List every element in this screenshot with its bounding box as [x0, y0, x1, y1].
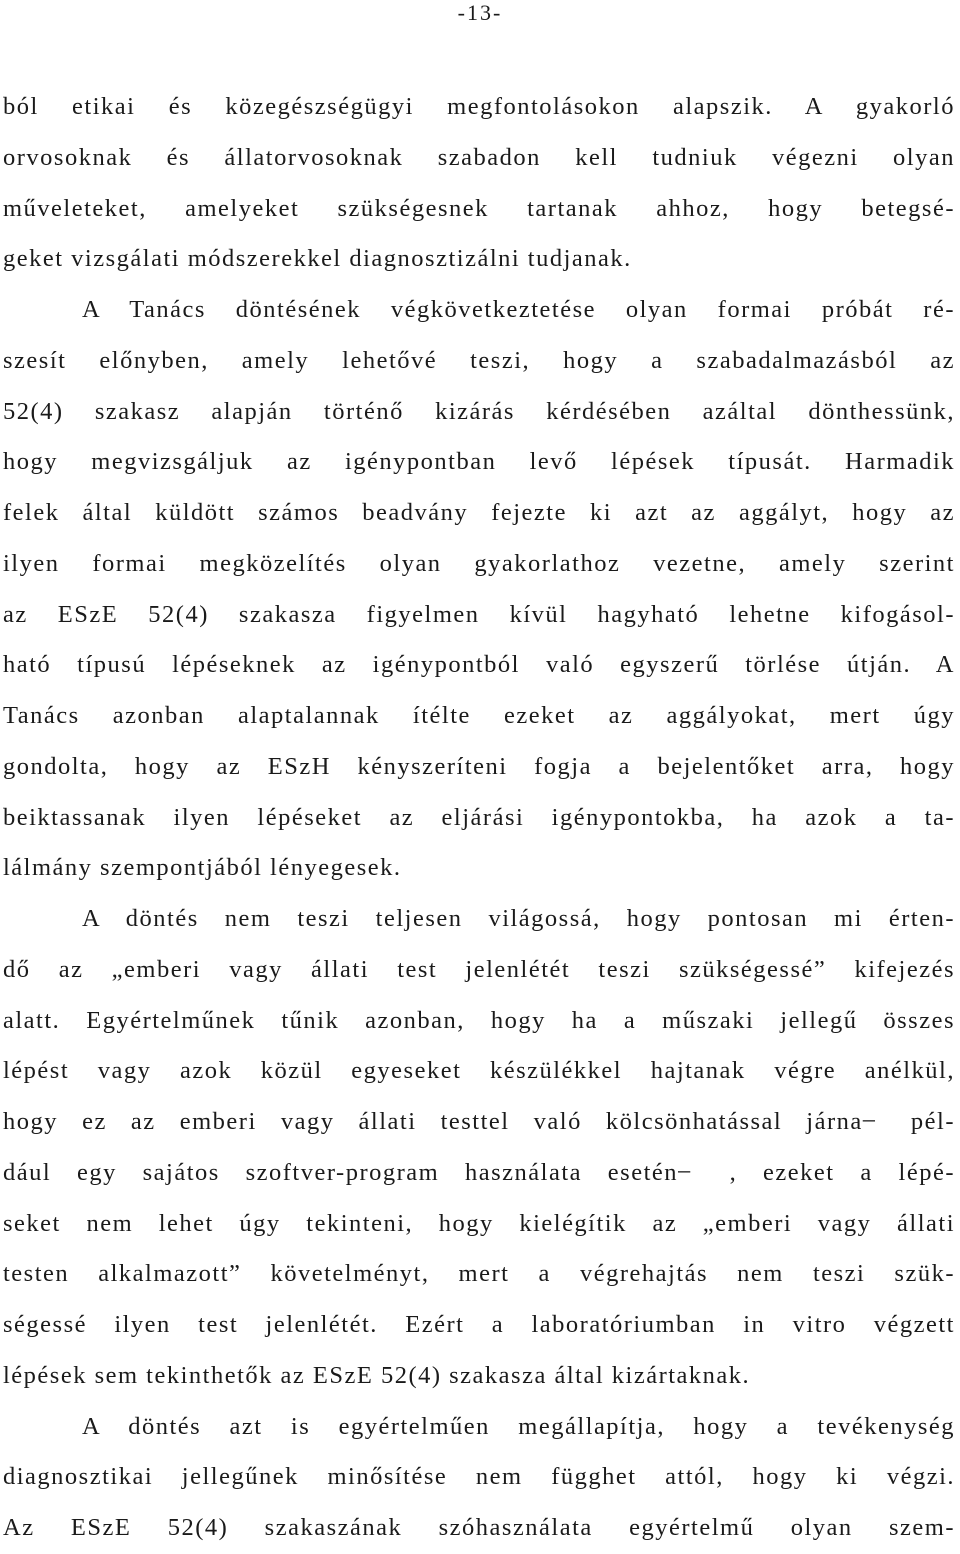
text-line: diagnosztikai jellegűnek minősítése nem függhet attól, hogy ki végzi. [3, 1463, 955, 1491]
text-line: lépést vagy azok közül egyeseket készülékkel hajtanak végre anélkül, [3, 1057, 955, 1085]
text-line: A Tanács döntésének végkövetkeztetése olyan formai próbát ré- [82, 296, 955, 323]
text-line: 52(4) szakasz alapján történő kizárás kérdésében azáltal dönthessünk, [3, 397, 955, 425]
text-line: az ESzE 52(4) szakasza figyelmen kívül hagyható lehetne kifogásol- [3, 600, 955, 628]
text-line: dő az „emberi vagy állati test jelenlétét teszi szükségessé” kifejezés [3, 955, 955, 983]
text-line: geket vizsgálati módszerekkel diagnosztizálni tudjanak. [3, 245, 632, 273]
text-line: dául egy sajátos szoftver-program használata esetén ̶ , ezeket a lépé- [3, 1158, 955, 1186]
text-line: hogy megvizsgáljuk az igénypontban levő lépések típusát. Harmadik [3, 448, 955, 476]
text-line: ható típusú lépéseknek az igénypontból való egyszerű törlése útján. A [3, 651, 955, 679]
page-number: -13- [457, 0, 503, 25]
text-line: Tanács azonban alaptalannak ítélte ezeket az aggályokat, mert úgy [3, 702, 955, 729]
text-line: lálmány szempontjából lényegesek. [3, 854, 402, 882]
text-line: A döntés nem teszi teljesen világossá, hogy pontosan mi érten- [82, 905, 955, 932]
text-line: beiktassanak ilyen lépéseket az eljárási igénypontokba, ha azok a ta- [3, 803, 955, 831]
text-line: ilyen formai megközelítés olyan gyakorlathoz vezetne, amely szerint [3, 549, 955, 577]
text-line: ségessé ilyen test jelenlétét. Ezért a laboratóriumban in vitro végzett [3, 1311, 955, 1338]
text-line: hogy ez az emberi vagy állati testtel való kölcsönhatással járna ̶ pél- [3, 1108, 955, 1135]
text-line: szesít előnyben, amely lehetővé teszi, hogy a szabadalmazásból az [3, 346, 955, 374]
text-line: felek által küldött számos beadvány fejezte ki azt az aggályt, hogy az [3, 499, 955, 526]
text-line: gondolta, hogy az ESzH kényszeríteni fogja a bejelentőket arra, hogy [3, 752, 955, 780]
text-line: orvosoknak és állatorvosoknak szabadon kell tudniuk végezni olyan [3, 143, 955, 171]
text-line: seket nem lehet úgy tekinteni, hogy kielégítik az „emberi vagy állati [3, 1209, 955, 1237]
text-line: alatt. Egyértelműnek tűnik azonban, hogy ha a műszaki jellegű összes [3, 1006, 955, 1034]
document-body [3, 82, 955, 1554]
text-line: műveleteket, amelyeket szükségesnek tartanak ahhoz, hogy betegsé- [3, 194, 955, 222]
text-line: A döntés azt is egyértelműen megállapítja, hogy a tevékenység [82, 1412, 955, 1440]
text-line: ból etikai és közegészségügyi megfontolásokon alapszik. A gyakorló [3, 93, 955, 120]
text-line: testen alkalmazott” követelményt, mert a végrehajtás nem teszi szük- [3, 1260, 955, 1288]
text-line: Az ESzE 52(4) szakaszának szóhasználata egyértelmű olyan szem- [3, 1514, 955, 1541]
text-line: lépések sem tekinthetők az ESzE 52(4) szakasza által kizártaknak. [3, 1361, 751, 1389]
